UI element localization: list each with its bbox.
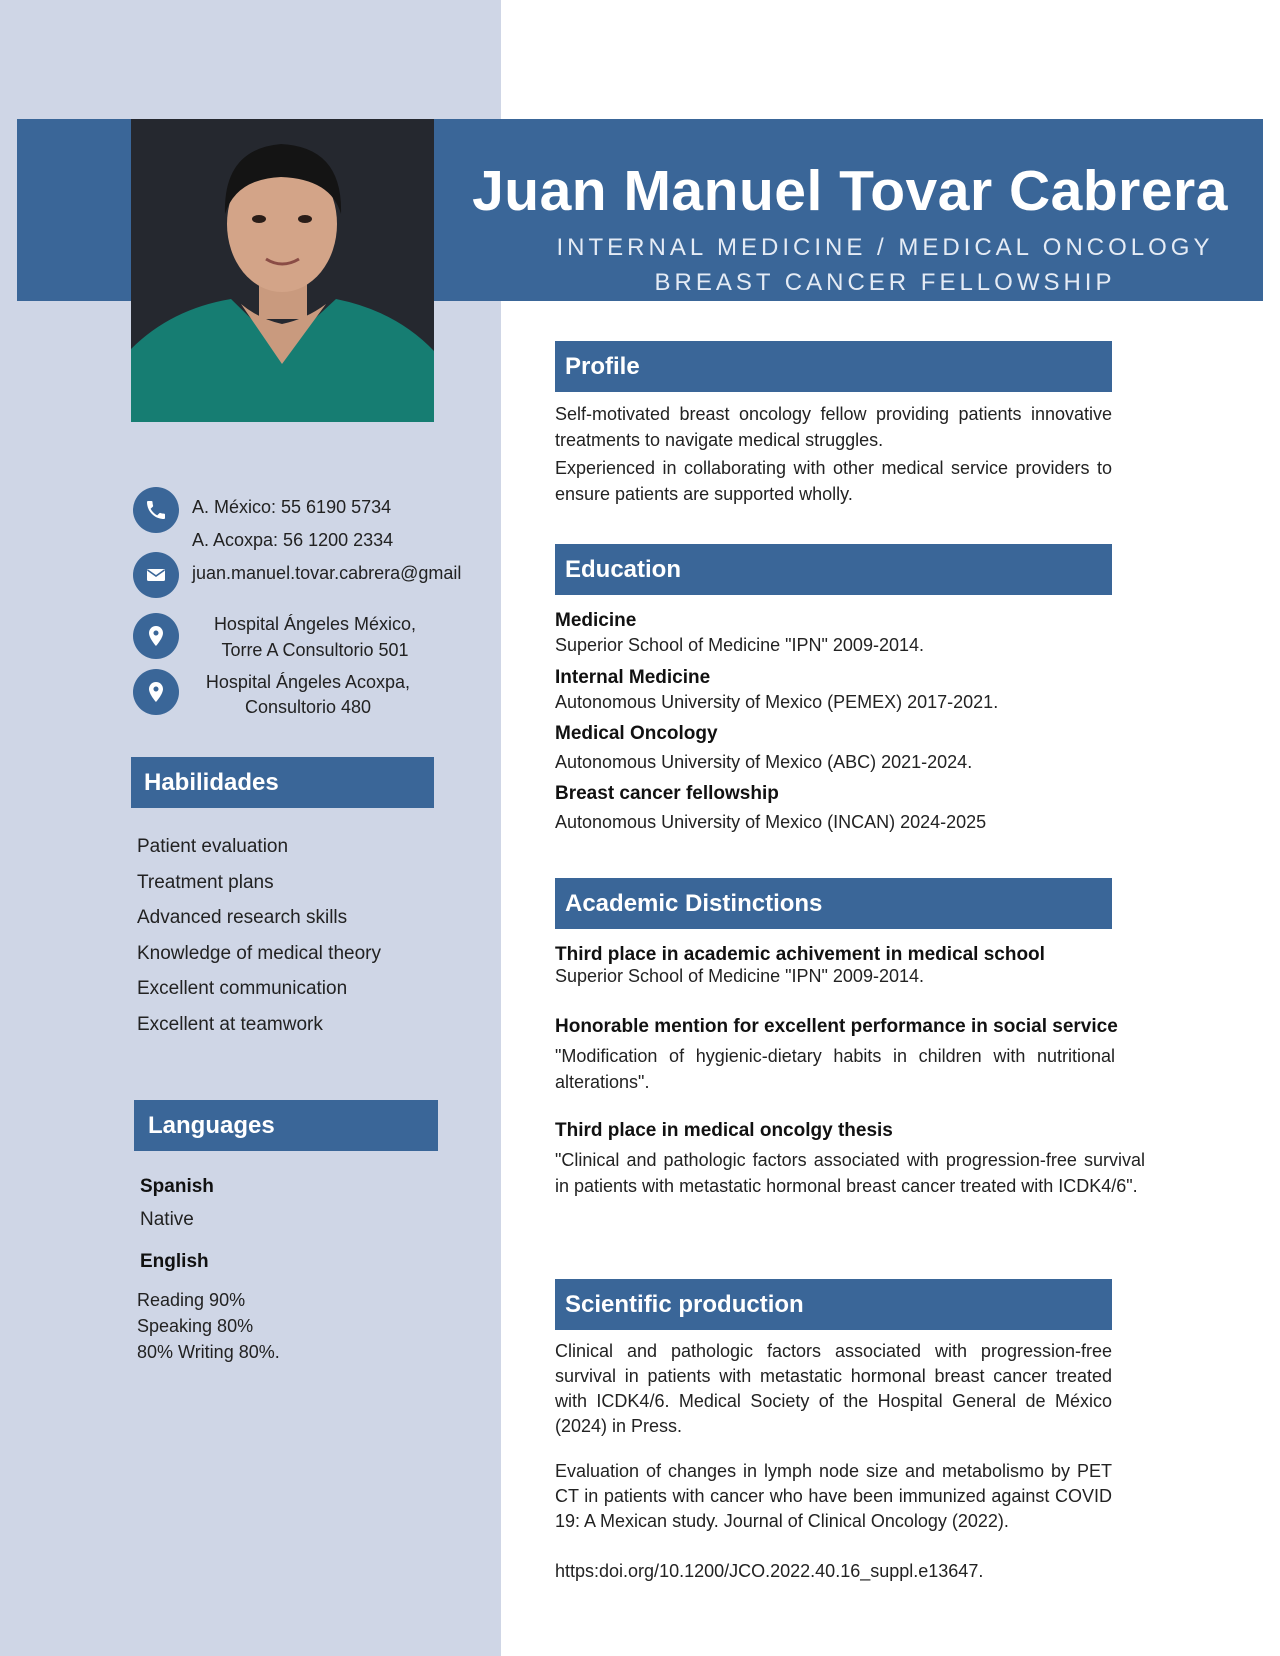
distinction-detail: "Clinical and pathologic factors associated with progression-free survival in patients with metastatic hormonal breast cancer treated with ICDK4/6". [555,1150,1145,1196]
candidate-name: Juan Manuel Tovar Cabrera [472,159,1228,223]
skills-heading: Habilidades [131,757,434,808]
skill-item: Excellent at teamwork [137,1014,323,1035]
education-title: Medicine [555,610,637,631]
address-mexico-line-2: Torre A Consultorio 501 [221,640,409,660]
email-icon [133,552,179,598]
profile-paragraph-1: Self-motivated breast oncology fellow providing patients innovative treatments to navigate medical struggles. [555,404,1112,450]
skill-item: Treatment plans [137,872,274,893]
email-address[interactable]: juan.manuel.tovar.cabrera@gmail [192,563,462,583]
location-pin-icon [133,613,179,659]
education-detail: Superior School of Medicine "IPN" 2009-2014. [555,635,924,655]
phone-icon [133,487,179,533]
publication-1: Clinical and pathologic factors associated with progression-free survival in patients with metastatic hormonal breast cancer treated with ICDK4/6. Medical Society of the Hospital General de México (2024) in Press. [555,1341,1112,1436]
spanish-level: Native [140,1209,194,1230]
education-heading: Education [555,544,1112,595]
location-pin-icon [133,669,179,715]
profile-heading: Profile [555,341,1112,392]
specialty-line-1: INTERNAL MEDICINE / MEDICAL ONCOLOGY [556,234,1214,261]
distinction-title: Third place in medical oncolgy thesis [555,1120,893,1141]
scientific-heading: Scientific production [555,1279,1112,1330]
education-detail: Autonomous University of Mexico (INCAN) 2024-2025 [555,812,987,832]
address-mexico-line-1: Hospital Ángeles México, [213,614,417,634]
skill-item: Patient evaluation [137,836,289,857]
address-acoxpa-line-2: Consultorio 480 [244,697,372,717]
skill-item: Excellent communication [137,978,348,999]
publication-2: Evaluation of changes in lymph node size and metabolismo by PET CT in patients with cancer who have been immunized against COVID 19: A Mexican study. Journal of Clinical Oncology (2022). [555,1461,1112,1531]
distinctions-heading: Academic Distinctions [555,878,1112,929]
distinction-title: Third place in academic achivement in medical school [555,944,1045,965]
english-writing: 80% Writing 80%. [137,1342,280,1362]
distinction-detail: "Modification of hygienic-dietary habits in children with nutritional alterations". [555,1046,1115,1092]
phone-mexico[interactable]: A. México: 55 6190 5734 [192,497,392,517]
education-title: Medical Oncology [555,723,718,744]
skill-item: Advanced research skills [137,907,348,928]
language-spanish: Spanish [140,1176,214,1197]
english-reading: Reading 90% [137,1290,246,1310]
profile-photo [131,119,434,422]
education-detail: Autonomous University of Mexico (PEMEX) 2017-2021. [555,692,999,712]
distinction-title: Honorable mention for excellent performance in social service [555,1016,1118,1037]
portrait-illustration [131,119,434,422]
phone-acoxpa[interactable]: A. Acoxpa: 56 1200 2334 [192,530,394,550]
languages-heading: Languages [134,1100,438,1151]
address-acoxpa-line-1: Hospital Ángeles Acoxpa, [205,672,411,692]
education-title: Breast cancer fellowship [555,783,779,804]
language-english: English [140,1251,209,1272]
publication-2-doi-link[interactable]: https:doi.org/10.1200/JCO.2022.40.16_suppl.e13647. [555,1561,984,1581]
education-detail: Autonomous University of Mexico (ABC) 2021-2024. [555,752,973,772]
specialty-line-2: BREAST CANCER FELLOWSHIP [654,269,1116,296]
education-title: Internal Medicine [555,667,711,688]
skill-item: Knowledge of medical theory [137,943,381,964]
english-speaking: Speaking 80% [137,1316,254,1336]
profile-paragraph-2: Experienced in collaborating with other medical service providers to ensure patients are supported wholly. [555,458,1112,504]
distinction-detail: Superior School of Medicine "IPN" 2009-2014. [555,966,924,986]
